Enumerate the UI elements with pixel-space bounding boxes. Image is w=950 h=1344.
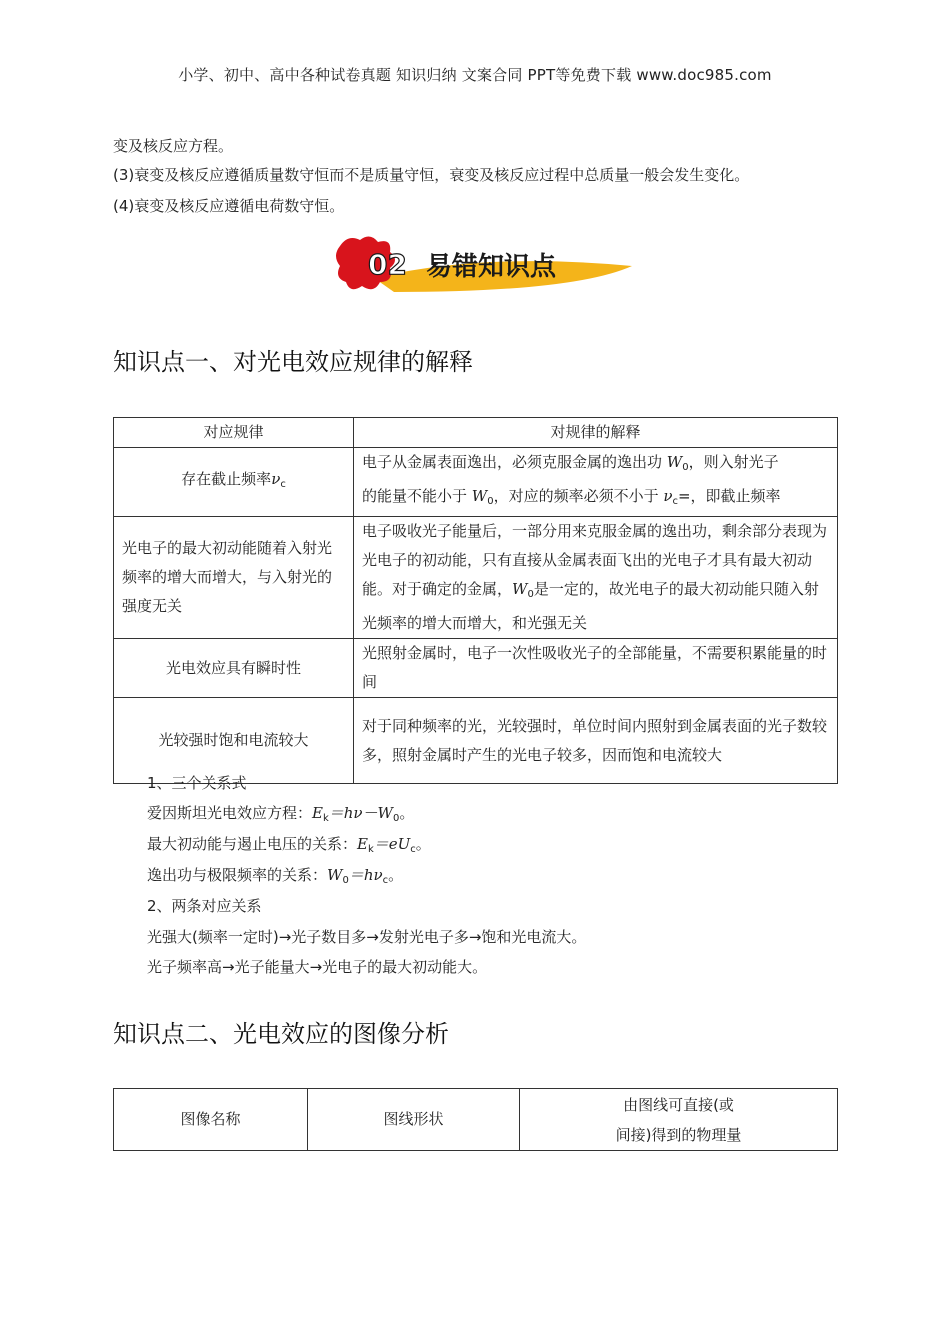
equation-sub: k (367, 844, 374, 855)
intro-line-1: 变及核反应方程。 (113, 137, 234, 155)
rule-cell (114, 639, 354, 698)
explanation-text: 光照射金属时，电子一次性吸收光子的全部能量，不需要积累能量的时间 (362, 644, 828, 691)
rule-cell (114, 698, 354, 784)
header-line: 由图线可直接(或 (623, 1095, 734, 1114)
table-row (114, 517, 838, 639)
symbol-sub: 0 (682, 462, 689, 473)
page-header: 小学、初中、高中各种试卷真题 知识归纳 文案合同 PPT等免费下载 www.doc985.com (178, 66, 772, 84)
explanation-text: =，即截止频率 (677, 487, 781, 505)
rule-cell (114, 448, 354, 517)
explanation-text: 电子吸收光子能量后，一部分用来克服金属的逸出功，剩余部分表现为光电子的初动能，只有直接从金属表面飞出的光电子才具有最大初动能。对于确定的金属， (362, 522, 828, 598)
graph-table (113, 1088, 838, 1151)
explanation-cell (354, 517, 838, 639)
rule-text: 光电子的最大初动能随着入射光频率的增大而增大，与入射光的强度无关 (122, 539, 333, 615)
section-banner (334, 232, 634, 296)
graph-table-header-row (114, 1089, 838, 1151)
explanation-text: 对于同种频率的光，光较强时，单位时间内照射到金属表面的光子数较多，照射金属时产生的光电子较多，因而饱和电流较大 (362, 716, 828, 764)
equation-lhs: W (327, 866, 343, 884)
symbol-sub: 0 (527, 589, 534, 600)
notes-heading-1: 1、三个关系式 (147, 774, 247, 792)
rules-table (113, 417, 838, 784)
rules-col-header-rule: 对应规律 (114, 418, 354, 448)
explanation-text: 电子从金属表面逸出，必须克服金属的逸出功 (362, 453, 667, 471)
rule-cell (114, 517, 354, 639)
explanation-text: ，对应的频率必须不小于 (493, 487, 664, 505)
banner-label: 易错知识点 (426, 252, 557, 282)
relation-2: 光子频率高→光子能量大→光电子的最大初动能大。 (147, 958, 488, 976)
rule-text: 光电效应具有瞬时性 (165, 658, 301, 677)
section-2-title: 知识点二、光电效应的图像分析 (113, 1020, 449, 1048)
intro-line-3: (4)衰变及核反应遵循电荷数守恒。 (113, 197, 345, 215)
equation-lhs: E (312, 804, 323, 822)
equation-prefix: 爱因斯坦光电效应方程： (147, 804, 313, 822)
table-row (114, 639, 838, 698)
rule-symbol: ν (271, 470, 281, 488)
intro-line-2: (3)衰变及核反应遵循质量数守恒而不是质量守恒，衰变及核反应过程中总质量一般会发生变化。 (113, 166, 750, 184)
equation-end: 。 (399, 804, 415, 822)
graph-col-header-name: 图像名称 (114, 1089, 308, 1151)
notes-heading-2: 2、两条对应关系 (147, 897, 262, 915)
relation-1: 光强大(频率一定时)→光子数目多→发射光电子多→饱和光电流大。 (147, 928, 587, 946)
equation-end: 。 (415, 835, 431, 853)
rule-symbol-sub: c (280, 479, 286, 490)
table-row (114, 698, 838, 784)
section-1-title: 知识点一、对光电效应规律的解释 (113, 348, 473, 376)
explanation-cell (354, 448, 838, 517)
explanation-text: 的能量不能小于 (362, 487, 472, 505)
explanation-text: 是一定的，故光电子的最大初动能只随入射光频率的增大而增大，和光强无关 (362, 580, 819, 632)
rules-table-header-row (114, 418, 838, 448)
explanation-cell (354, 698, 838, 784)
equation-sub: c (382, 875, 389, 886)
symbol-sub: 0 (487, 496, 494, 507)
equation-rhs: ＝hν (348, 866, 383, 884)
equation-stopping-voltage (147, 834, 431, 860)
rule-text: 光较强时饱和电流较大 (158, 731, 309, 749)
symbol-w: W (666, 453, 683, 471)
equation-prefix: 最大初动能与遏止电压的关系： (147, 835, 358, 853)
equation-work-function (147, 865, 403, 891)
symbol-w: W (471, 487, 488, 505)
banner-graphic (334, 232, 634, 296)
equation-einstein (147, 803, 414, 829)
equation-sub: c (410, 844, 416, 855)
banner-number: 02 (368, 248, 407, 281)
explanation-text: ，则入射光子 (688, 453, 779, 471)
equation-rhs: ＝eU (373, 835, 411, 853)
table-row (114, 448, 838, 517)
equation-prefix: 逸出功与极限频率的关系： (147, 866, 328, 884)
header-line: 间接)得到的物理量 (615, 1125, 742, 1144)
equation-sub: 0 (392, 813, 400, 824)
graph-col-header-shape: 图线形状 (308, 1089, 520, 1151)
graph-col-header-quantity (520, 1089, 838, 1151)
rules-col-header-explanation: 对规律的解释 (354, 418, 838, 448)
equation-sub: k (322, 813, 329, 824)
symbol-nu: ν (663, 487, 673, 505)
equation-rhs: ＝hν－W (328, 804, 393, 822)
equation-end: 。 (388, 866, 404, 884)
equation-sub: 0 (342, 875, 349, 886)
equation-lhs: E (357, 835, 368, 853)
symbol-w: W (512, 580, 528, 598)
explanation-cell (354, 639, 838, 698)
rule-text: 存在截止频率 (181, 470, 272, 488)
symbol-sub: c (672, 496, 678, 507)
